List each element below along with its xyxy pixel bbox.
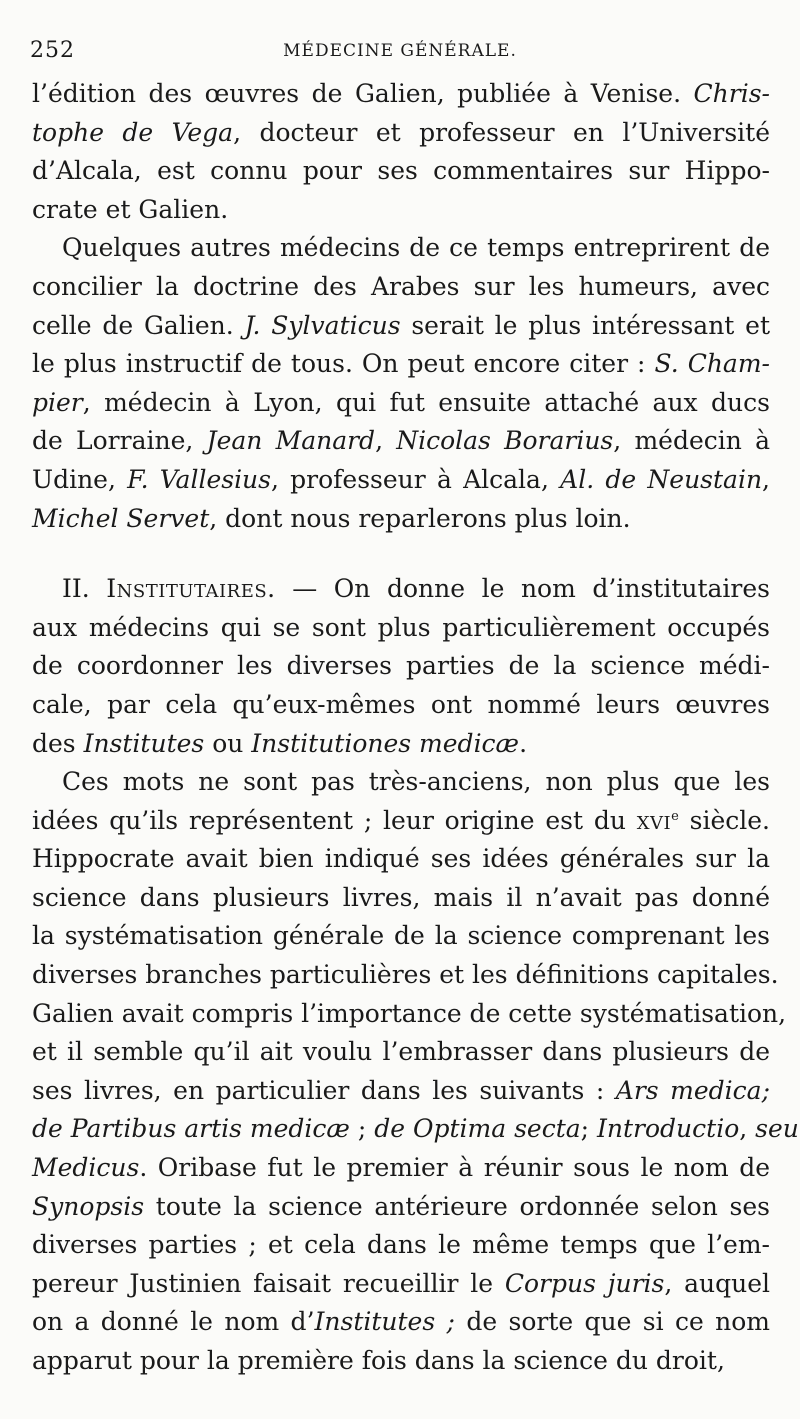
text-run: , xyxy=(739,1114,756,1144)
text-run: ses livres, en particulier dans les suivants : xyxy=(32,1075,616,1105)
text-run: , professeur à Alcala, xyxy=(271,464,561,494)
text-line xyxy=(32,956,779,995)
text-run: la systématisation générale de la science comprenant les xyxy=(32,921,770,951)
text-line xyxy=(32,879,770,918)
text-run: , auquel xyxy=(664,1268,771,1298)
text-run: , médecin à Lyon, qui fut ensuite attaché aux ducs xyxy=(82,387,770,417)
text-run: ; xyxy=(349,1114,375,1144)
italic-text: Introductio xyxy=(597,1114,740,1144)
text-run: Ces mots ne sont pas très-anciens, non plus que les xyxy=(62,767,770,797)
italic-text: Synopsis xyxy=(32,1191,145,1221)
italic-text: F. Vallesius xyxy=(127,464,271,494)
text-run: le plus instructif de tous. On peut encore citer : xyxy=(32,349,655,379)
section-gap xyxy=(32,538,770,570)
text-run: de Lorraine, xyxy=(32,426,207,456)
text-line xyxy=(32,1342,770,1381)
text-run: , dont nous reparlerons plus loin. xyxy=(209,503,631,533)
text-run: on a donné le nom d’ xyxy=(32,1307,315,1337)
text-line xyxy=(32,422,770,461)
paragraph xyxy=(32,75,770,229)
text-line xyxy=(32,1265,770,1304)
text-line xyxy=(32,840,770,879)
italic-text: Chris- xyxy=(693,79,770,108)
page-number: 252 xyxy=(30,38,75,63)
text-run: aux médecins qui se sont plus particulièrement occupés xyxy=(32,612,770,642)
text-run: , xyxy=(375,426,397,456)
text-run: — On donne le nom d’institutaires xyxy=(275,574,770,604)
text-run: , médecin à xyxy=(613,426,770,456)
text-run: , docteur et professeur en l’Université xyxy=(233,117,770,147)
text-line xyxy=(32,1149,770,1188)
text-run: des xyxy=(32,728,84,758)
text-run: toute la science antérieure ordonnée selon ses xyxy=(144,1191,770,1221)
text-run: apparut pour la première fois dans la science du droit, xyxy=(32,1346,725,1375)
text-line xyxy=(32,500,770,539)
italic-text: pier xyxy=(32,387,83,417)
text-run: diverses branches particulières et les définitions capitales. xyxy=(32,960,779,990)
text-line xyxy=(32,995,787,1034)
text-line xyxy=(32,1188,770,1227)
text-line xyxy=(32,647,770,686)
italic-text: Corpus juris xyxy=(504,1268,665,1298)
paragraph xyxy=(32,763,799,1381)
text-run: Hippocrate avait bien indiqué ses idées générales sur la xyxy=(32,844,770,874)
italic-text: S. Cham- xyxy=(654,349,770,379)
text-run: , xyxy=(762,464,770,494)
italic-text: Medicus xyxy=(32,1153,140,1183)
text-line xyxy=(32,1072,770,1111)
text-line xyxy=(32,75,770,114)
text-run: d’Alcala, est connu pour ses commentaires sur Hippo- xyxy=(32,156,770,186)
italic-text: tophe de Vega xyxy=(32,117,234,147)
text-run: . Oribase fut le premier à réunir sous le nom de xyxy=(139,1153,770,1183)
text-line xyxy=(32,345,770,384)
text-run: l’édition des œuvres de Galien, publiée à Venise. xyxy=(32,79,694,108)
italic-text: Jean Manard xyxy=(206,426,376,456)
text-line xyxy=(32,1110,799,1149)
paragraph xyxy=(32,570,770,763)
text-line xyxy=(32,114,770,153)
text-line xyxy=(32,1226,770,1265)
body-text xyxy=(32,75,799,1381)
text-run: de sorte que si ce nom xyxy=(454,1307,770,1337)
text-run: idées qu’ils représentent ; leur origine est du xyxy=(32,805,637,835)
text-line xyxy=(32,686,770,725)
italic-text: seu xyxy=(755,1114,799,1144)
italic-text: J. Sylvaticus xyxy=(244,310,401,340)
italic-text: de Optima secta xyxy=(374,1114,581,1144)
text-line xyxy=(32,152,770,191)
text-line xyxy=(32,1033,770,1072)
text-run: celle de Galien. xyxy=(32,310,245,340)
text-line xyxy=(32,461,770,500)
text-line xyxy=(32,268,770,307)
page-header xyxy=(30,30,770,70)
text-run: serait le plus intéressant et xyxy=(400,310,770,340)
italic-text: de Partibus artis medicæ xyxy=(32,1114,350,1144)
text-line xyxy=(32,229,770,268)
text-run: II. xyxy=(62,574,107,604)
text-line xyxy=(32,570,770,609)
text-line xyxy=(32,763,770,802)
italic-text: Al. de Neustain xyxy=(560,464,763,494)
text-run: et il semble qu’il ait voulu l’embrasser dans plusieurs de xyxy=(32,1037,770,1067)
text-run: ; xyxy=(580,1114,598,1144)
small-caps-text: xvi xyxy=(636,805,672,835)
italic-text: Institutiones medicæ xyxy=(251,728,520,758)
text-run: Quelques autres médecins de ce temps entreprirent de xyxy=(62,233,770,263)
text-line xyxy=(32,609,770,648)
superscript-text: e xyxy=(671,808,679,824)
text-run: ou xyxy=(204,728,252,758)
text-run: pereur Justinien faisait recueillir le xyxy=(32,1268,505,1298)
italic-text: Michel Servet xyxy=(32,503,210,533)
text-line xyxy=(32,384,770,423)
text-run: siècle. xyxy=(678,805,770,835)
text-line xyxy=(32,917,770,956)
paragraph xyxy=(32,229,770,538)
text-line xyxy=(32,725,770,764)
italic-text: Ars medica; xyxy=(615,1075,770,1105)
text-run: de coordonner les diverses parties de la science médi- xyxy=(32,651,770,681)
italic-text: Institutes ; xyxy=(314,1307,455,1337)
small-caps-text: Institutaires. xyxy=(106,574,276,604)
text-line xyxy=(32,802,770,841)
running-head: MÉDECINE GÉNÉRALE. xyxy=(283,41,517,61)
text-line xyxy=(32,191,770,230)
italic-text: Institutes xyxy=(83,728,205,758)
text-run: cale, par cela qu’eux-mêmes ont nommé leurs œuvres xyxy=(32,689,770,719)
text-run: . xyxy=(519,728,528,758)
text-run: Galien avait compris l’importance de cette systématisation, xyxy=(32,998,787,1028)
text-run: Udine, xyxy=(32,464,128,494)
text-run: science dans plusieurs livres, mais il n’avait pas donné xyxy=(32,882,770,912)
text-line xyxy=(32,307,770,346)
text-run: concilier la doctrine des Arabes sur les humeurs, avec xyxy=(32,271,770,301)
text-run: crate et Galien. xyxy=(32,194,229,224)
italic-text: Nicolas Borarius xyxy=(396,426,614,456)
text-run: diverses parties ; et cela dans le même temps que l’em- xyxy=(32,1230,770,1260)
text-line xyxy=(32,1303,770,1342)
